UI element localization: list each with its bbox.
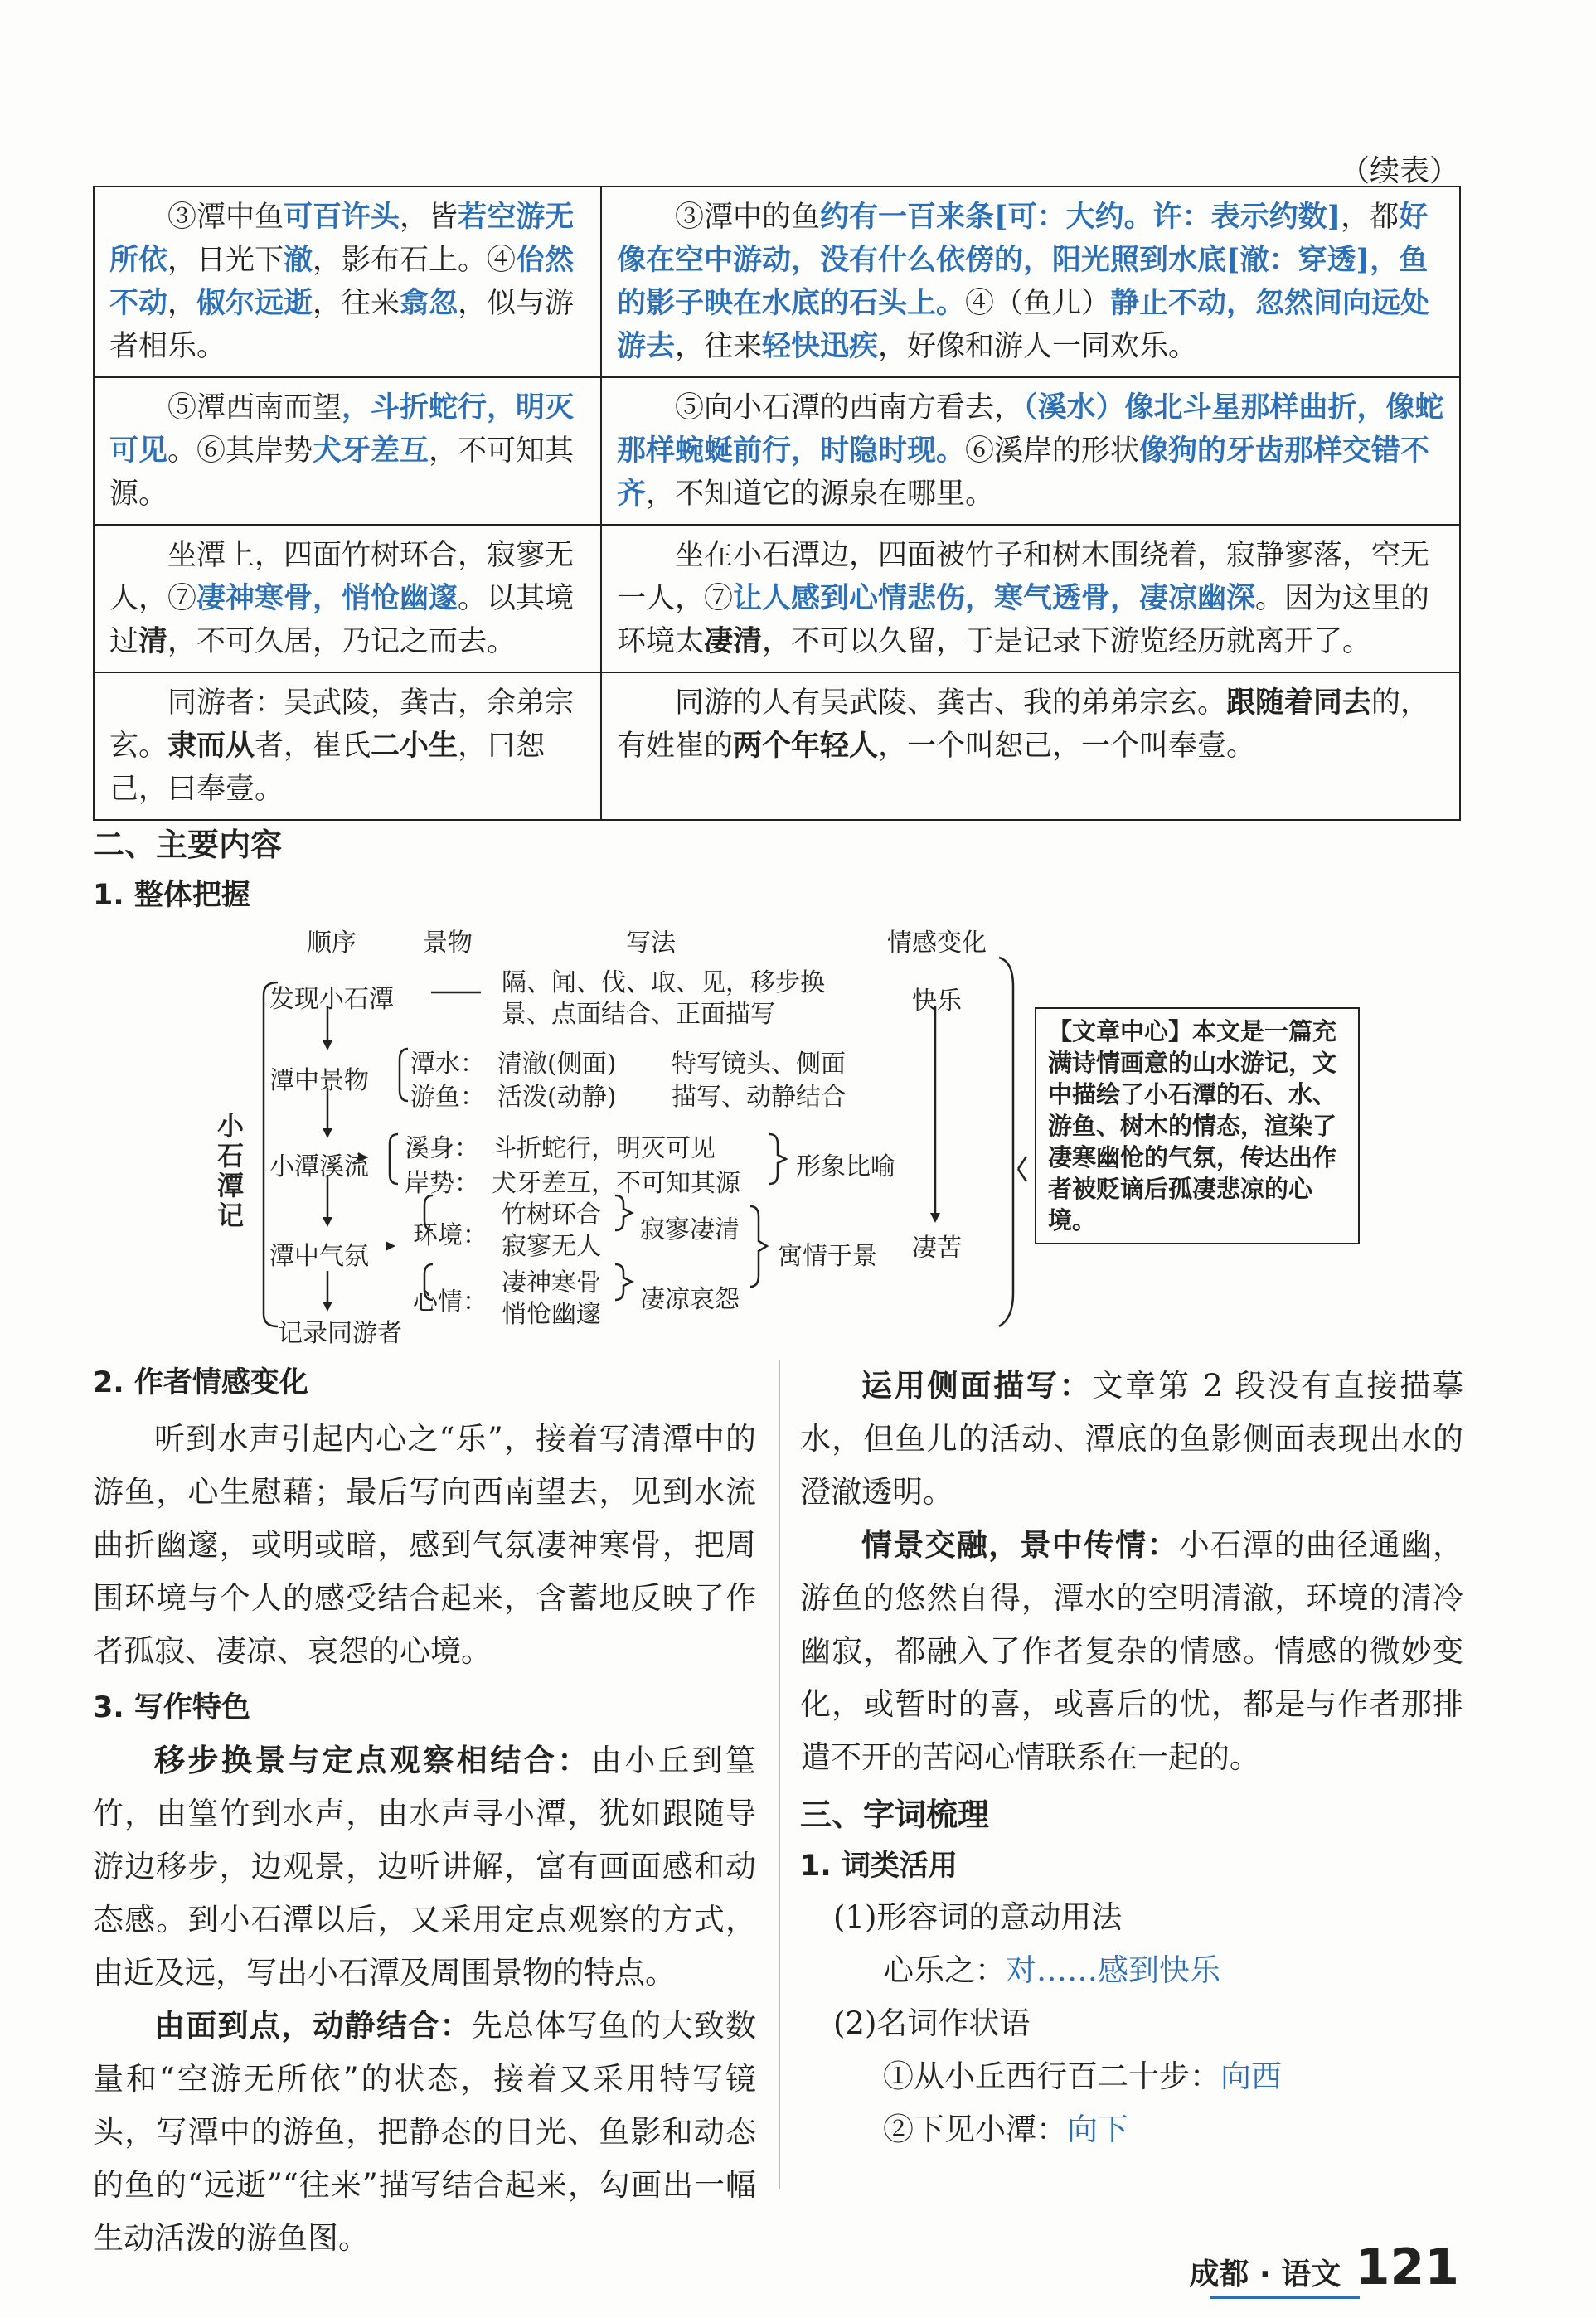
center-label: 【文章中心】	[1048, 1017, 1193, 1045]
example-xixing-word: ①从小丘西行百二十步：	[883, 2059, 1220, 2094]
bank-value: 犬牙差互，不可知其源	[492, 1169, 740, 1198]
fish-label: 游鱼：	[410, 1083, 485, 1112]
emotion-happy: 快乐	[912, 987, 962, 1016]
text-segment: ，影布石上。④	[313, 244, 517, 277]
step-creek: 小潭溪流	[269, 1152, 369, 1181]
text-segment: 犬牙差互	[313, 434, 429, 468]
feature-3-head: 运用侧面描写：	[861, 1368, 1093, 1404]
text-segment: 俶尔远逝	[196, 286, 313, 320]
mood-result: 凄凉哀怨	[640, 1285, 740, 1314]
water-value: 清澈(侧面)	[497, 1050, 617, 1079]
example-xiajian-word: ②下见小潭：	[883, 2112, 1067, 2147]
env-label: 环境：	[413, 1221, 488, 1250]
text-segment: ⑤向小石潭的西南方看去，	[675, 391, 1024, 424]
step-discover: 发现小石潭	[269, 985, 394, 1014]
step1-method-line1: 隔、闻、伐、取、见，移步换	[502, 968, 825, 997]
example-xinlezhi-answer: 对……感到快乐	[1006, 1952, 1220, 1988]
text-segment: 二小生	[371, 729, 458, 763]
step4-method: 寓情于景	[778, 1242, 877, 1271]
text-segment: ，不知道它的源泉在哪里。	[646, 478, 995, 511]
text-segment: 坐潭上，四面竹树环合，寂寥无人，⑦	[109, 539, 575, 615]
text-segment: ③	[167, 201, 197, 234]
env-value-1: 竹树环合	[502, 1200, 601, 1229]
bank-label: 岸势：	[405, 1169, 479, 1198]
header-emotion: 情感变化	[887, 929, 987, 958]
example-xiajian	[800, 2103, 1463, 2156]
text-segment: 像狗的牙齿那样交错不齐	[617, 434, 1430, 511]
feature-4-body: 小石潭的曲径通幽，游鱼的悠然自得，潭水的空明清澈，环境的清冷幽寂，都融入了作者复杂的情感。情感的微妙变化，或暂时的喜，或喜后的忧，都是与作者那排遣不开的苦闷心情联系在一起的。	[800, 1527, 1464, 1775]
text-segment: 同游的人有吴武陵、龚古、我的弟弟宗玄。	[675, 686, 1227, 720]
text-segment: 若空游无所依	[109, 200, 575, 277]
subsection-word-class: 1. 词类活用	[800, 1850, 958, 1883]
mood-value-1: 凄神寒骨	[502, 1268, 601, 1297]
text-segment: 清	[138, 624, 168, 658]
creek-value: 斗折蛇行，明灭可见	[492, 1134, 716, 1163]
header-order: 顺序	[307, 929, 357, 958]
feature-2-body: 先总体写鱼的大致数量和“空游无所依”的状态，接着又采用特写镜头，写潭中的游鱼，把静态的日光、鱼影和动态的鱼的“远逝”“往来”描写结合起来，勾画出一幅生动活泼的游鱼图。	[93, 2008, 757, 2256]
text-segment: ，不可知其源。	[109, 434, 575, 511]
step2-method-line2: 描写、动静结合	[672, 1083, 846, 1112]
text-segment: ，似与游者相乐。	[109, 287, 575, 363]
text-segment: ，往来	[675, 330, 763, 363]
text-segment: 坐在小石潭边，四面被竹子和树木围绕着，寂静寥落，空无一人，⑦	[617, 539, 1430, 615]
feature-3	[800, 1360, 1463, 1519]
text-segment: 让人感到心情悲伤，寒气透骨，凄凉幽深	[733, 581, 1256, 615]
text-segment: 跟随着同去	[1226, 686, 1372, 720]
text-segment: 轻快迅疾	[762, 329, 879, 363]
text-segment: 约有一百来条[可：大约。许：表示约数]	[820, 200, 1341, 234]
feature-2	[93, 2000, 756, 2265]
page-footer	[1189, 2238, 1459, 2296]
article-center-box	[1035, 1007, 1360, 1244]
text-segment: ，好像和游人一同欢乐。	[878, 330, 1198, 363]
text-segment: ⑤	[167, 391, 197, 424]
step1-method-line2: 景、点面结合、正面描写	[502, 1000, 775, 1029]
creek-label: 溪身：	[405, 1134, 479, 1163]
text-segment: 者，崔氏	[255, 730, 371, 763]
example-xixing-answer: 向西	[1220, 2059, 1282, 2094]
env-value-2: 寂寥无人	[502, 1232, 601, 1261]
text-segment: 。因为这里的环境太	[617, 582, 1430, 658]
example-xixing	[800, 2050, 1463, 2103]
text-segment: 佁然不动	[109, 243, 575, 320]
text-segment: ，不可久居，乃记之而去。	[167, 625, 517, 658]
text-segment: ，不可以久留，于是记录下游览经历就离开了。	[762, 625, 1372, 658]
emotion-paragraph: 听到水声引起内心之“乐”，接着写清潭中的游鱼，心生慰藉；最后写向西南望去，见到水流曲折幽邃，或明或暗，感到气氛凄神寒骨，把周围环境与个人的感受结合起来，含蓄地反映了作者孤寂、凄凉、哀怨的心境。	[93, 1421, 756, 1669]
step3-method: 形象比喻	[796, 1152, 895, 1181]
text-segment: （溪水）像北斗星那样曲折，像蛇那样蜿蜒前行，时隐时现。	[617, 390, 1444, 468]
text-segment: 澈	[284, 243, 313, 277]
text-segment: ，皆	[400, 201, 458, 234]
left-column	[93, 1360, 756, 2265]
emotion-sad: 凄苦	[912, 1234, 962, 1263]
text-segment: ，	[167, 287, 197, 320]
text-segment: 凄清	[704, 624, 763, 658]
text-segment: ，曰恕己，曰奉壹。	[109, 730, 546, 806]
feature-4-head: 情景交融，景中传情：	[861, 1527, 1179, 1563]
text-segment: 凄神寒骨，悄怆幽邃	[196, 581, 458, 615]
water-label: 潭水：	[410, 1050, 485, 1079]
column-divider	[779, 1360, 780, 2189]
text-segment: 潭西南而望	[196, 391, 342, 424]
feature-1-body: 由小丘到篁竹，由篁竹到水声，由水声寻小潭，犹如跟随导游边移步，边观景，边听讲解，富有画面感和动态感。到小石潭以后，又采用定点观察的方式，由近及远，写出小石潭及周围景物的特点。	[93, 1743, 757, 1991]
text-segment: ，斗折蛇行，明灭可见	[109, 390, 575, 468]
mood-value-2: 悄怆幽邃	[502, 1300, 601, 1329]
subsection-emotion: 2. 作者情感变化	[93, 1366, 308, 1399]
subsection-overall: 1. 整体把握	[93, 879, 250, 912]
env-result: 寂寥凄清	[640, 1215, 740, 1244]
text-segment: 静止不动，忽然间向远处游去	[617, 286, 1430, 363]
text-segment: 隶而从	[167, 729, 255, 763]
text-segment: ，往来	[313, 287, 400, 320]
footer-underline	[1210, 2296, 1360, 2299]
mood-label: 心情：	[413, 1288, 488, 1317]
example-xiajian-answer: 向下	[1067, 2112, 1128, 2147]
center-text: 本文是一篇充满诗情画意的山水游记，文中描绘了小石潭的石、水、游鱼、树木的情态，渲染了凄寒幽怆的气氛，传达出作者被贬谪后孤凄悲凉的心境。	[1048, 1017, 1337, 1234]
right-column	[800, 1360, 1463, 2156]
text-segment: 翕忽	[400, 286, 458, 320]
item-adj-usage: (1)形容词的意动用法	[833, 1899, 1123, 1935]
text-segment: ④（鱼儿）	[965, 287, 1111, 320]
header-scenery: 景物	[423, 929, 473, 958]
text-segment: ，一个叫恕己，一个叫奉壹。	[878, 730, 1256, 763]
text-segment: 的，有姓崔的	[617, 686, 1430, 763]
section-title-words: 三、字词梳理	[800, 1797, 990, 1833]
step-atmosphere: 潭中气氛	[269, 1242, 369, 1271]
text-segment: 可百许头	[284, 200, 400, 234]
page-number: 121	[1355, 2238, 1459, 2296]
subsection-features: 3. 写作特色	[93, 1691, 250, 1724]
item-noun-adverbial: (2)名词作状语	[833, 2005, 1031, 2041]
continued-label: （续表）	[1339, 154, 1459, 188]
feature-3-body: 文章第 2 段没有直接描摹水，但鱼儿的活动、潭底的鱼影侧面表现出水的澄澈透明。	[800, 1368, 1464, 1510]
footer-label: 成都 · 语文	[1189, 2257, 1341, 2291]
text-segment: ③潭中的鱼	[675, 201, 821, 234]
feature-1	[93, 1734, 756, 2000]
feature-4	[800, 1519, 1463, 1784]
text-segment: 潭中鱼	[196, 201, 284, 234]
example-xinlezhi-word: 心乐之：	[883, 1952, 1006, 1988]
text-segment: 好像在空中游动，没有什么依傍的，阳光照到水底[澈：穿透]，鱼的影子映在水底的石头上。	[617, 200, 1429, 320]
text-segment: 两个年轻人	[733, 729, 879, 763]
fish-value: 活泼(动静)	[497, 1083, 617, 1112]
step-companions: 记录同游者	[278, 1319, 402, 1348]
feature-2-head: 由面到点，动静结合：	[154, 2008, 472, 2044]
text-segment: 。以其境过	[109, 582, 575, 658]
feature-1-head: 移步换景与定点观察相结合：	[154, 1743, 591, 1778]
step-scenery: 潭中景物	[269, 1066, 369, 1095]
example-xinlezhi	[800, 1944, 1463, 1997]
step2-method-line1: 特写镜头、侧面	[672, 1050, 846, 1079]
header-method: 写法	[626, 929, 676, 958]
text-segment: ，日光下	[167, 244, 284, 277]
side-title: 小石潭记	[217, 1110, 245, 1231]
section-title-main-content: 二、主要内容	[93, 827, 283, 863]
text-segment: ⑥溪岸的形状	[965, 434, 1140, 468]
text-segment: ，都	[1341, 201, 1400, 234]
text-segment: 同游者：吴武陵，龚古，余弟宗玄。	[109, 686, 575, 763]
text-segment: 。⑥其岸势	[167, 434, 313, 468]
